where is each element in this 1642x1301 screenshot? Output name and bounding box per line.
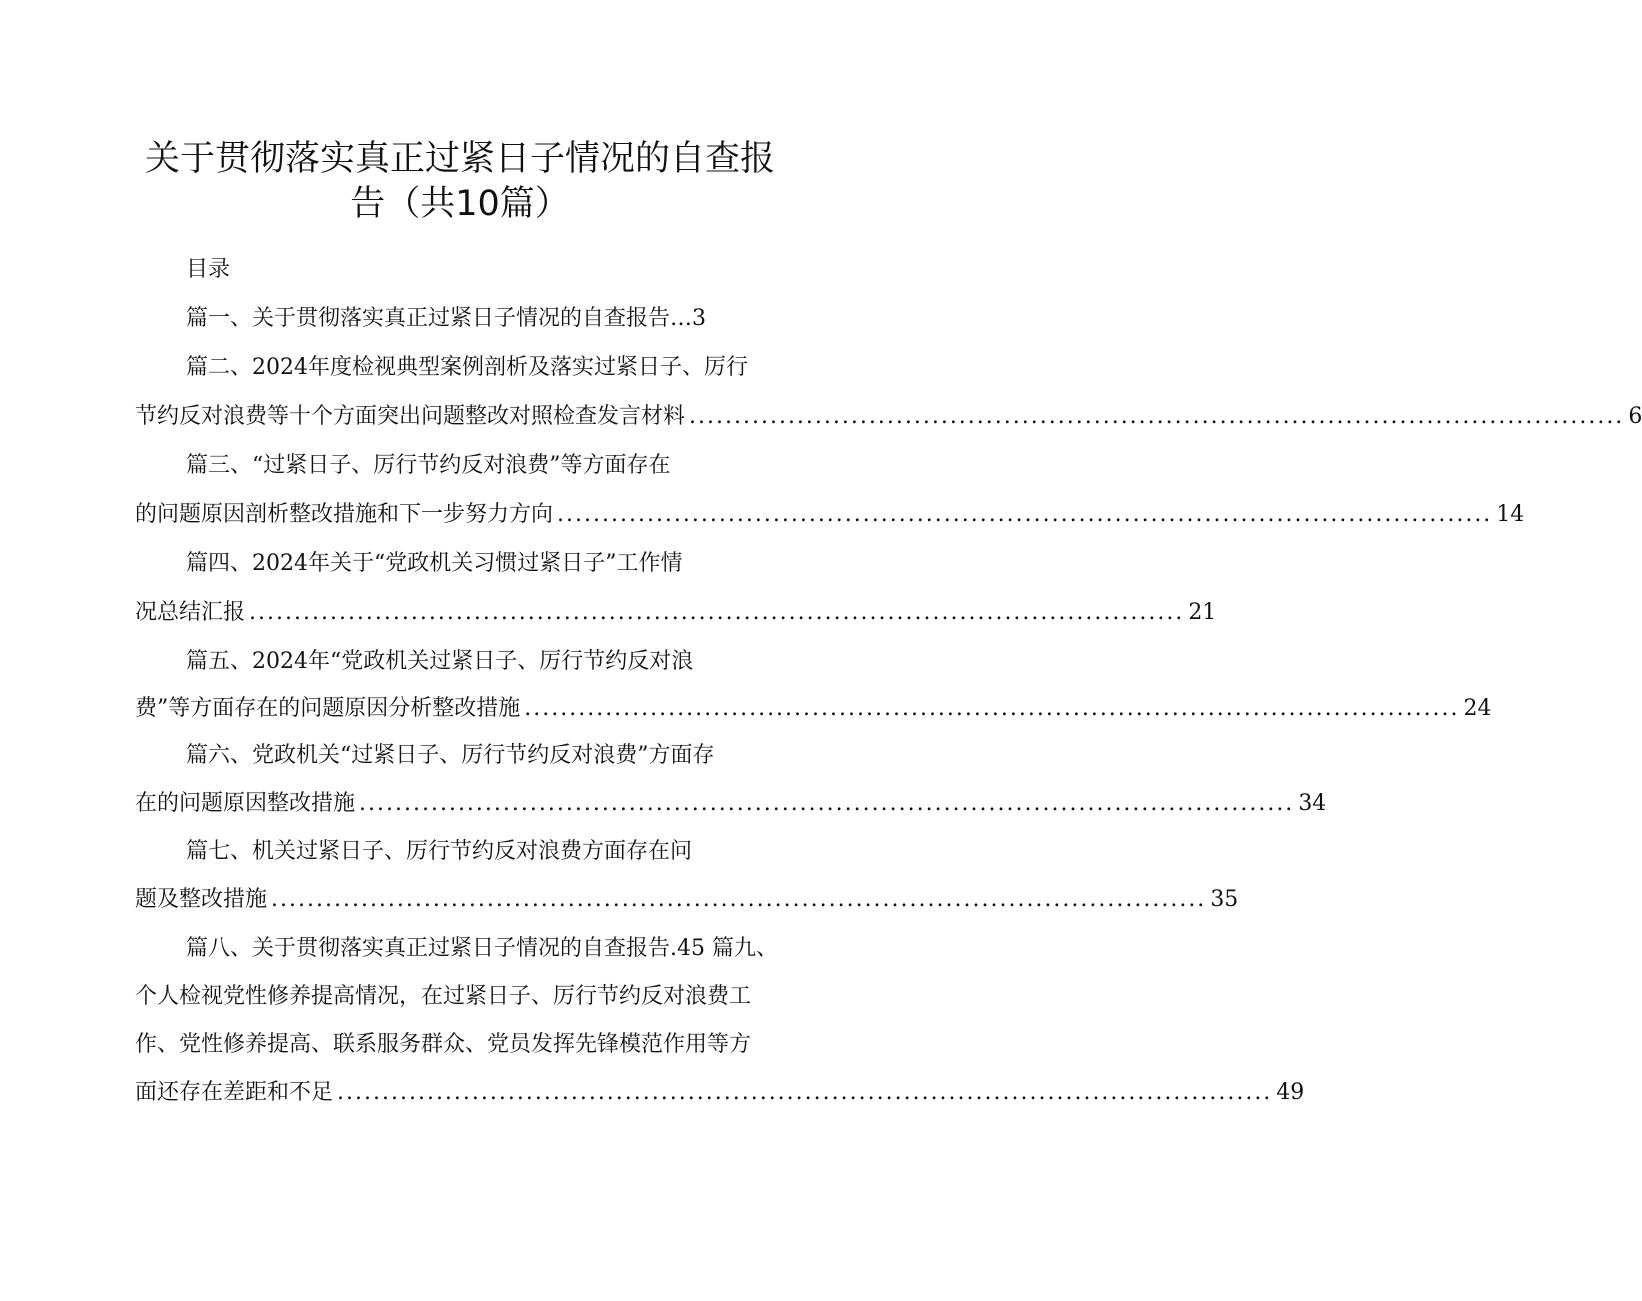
toc-entry-6-text: 在的问题原因整改措施 [135, 791, 356, 816]
toc-entry-2-line-2 [135, 402, 1642, 432]
toc-entry-7-line-2 [135, 885, 1239, 915]
toc-entry-5-text: 费”等方面存在的问题原因分析整改措施 [135, 696, 521, 721]
toc-leader-dots: ........................................................................................................ [689, 404, 1625, 429]
toc-leader-dots: ........................................................................................................ [557, 502, 1493, 527]
toc-entry-6-line-1: 篇六、党政机关“过紧日子、厉行节约反对浪费”方面存 [186, 743, 715, 768]
toc-entry-8-line-3: 作、党性修养提高、联系服务群众、党员发挥先锋模范作用等方 [135, 1032, 752, 1057]
toc-entry-3-text: 的问题原因剖析整改措施和下一步努力方向 [135, 502, 554, 527]
toc-entry-4-text: 况总结汇报 [135, 600, 246, 625]
toc-entry-8-line-2: 个人检视党性修养提高情况，在过紧日子、厉行节约反对浪费工 [135, 984, 752, 1009]
toc-entry-4-line-1: 篇四、2024年关于“党政机关习惯过紧日子”工作情 [186, 551, 683, 576]
toc-entry-8-line-1: 篇八、关于贯彻落实真正过紧日子情况的自查报告.45 篇九、 [186, 936, 778, 961]
toc-entry-7-text: 题及整改措施 [135, 887, 268, 912]
toc-leader-dots: ........................................................................................................ [337, 1080, 1273, 1105]
toc-entry-4-page: 21 [1188, 600, 1217, 625]
document-title-line-2: 告（共10篇） [350, 184, 570, 224]
toc-entry-7-page: 35 [1210, 887, 1239, 912]
toc-entry-1: 篇一、关于贯彻落实真正过紧日子情况的自查报告…3 [186, 306, 706, 331]
toc-entry-6-page: 34 [1298, 791, 1327, 816]
toc-entry-8-page: 49 [1276, 1080, 1305, 1105]
document-title-line-1: 关于贯彻落实真正过紧日子情况的自查报 [144, 139, 775, 179]
toc-entry-7-line-1: 篇七、机关过紧日子、厉行节约反对浪费方面存在问 [186, 839, 693, 864]
toc-leader-dots: ........................................................................................................ [359, 791, 1295, 816]
toc-entry-5-page: 24 [1463, 696, 1492, 721]
toc-heading: 目录 [186, 257, 231, 282]
toc-entry-6-line-2 [135, 789, 1327, 819]
toc-leader-dots: ........................................................................................................ [524, 696, 1460, 721]
toc-entry-8-line-4 [135, 1078, 1305, 1108]
toc-leader-dots: ........................................................................................................ [249, 600, 1185, 625]
toc-entry-2-page: 6 [1628, 404, 1642, 429]
toc-entry-8-text: 面还存在差距和不足 [135, 1080, 334, 1105]
toc-entry-3-page: 14 [1496, 502, 1525, 527]
toc-leader-dots: ........................................................................................................ [271, 887, 1207, 912]
toc-entry-3-line-1: 篇三、“过紧日子、厉行节约反对浪费”等方面存在 [186, 453, 671, 478]
toc-entry-3-line-2 [135, 500, 1525, 530]
toc-entry-4-line-2 [135, 598, 1217, 628]
toc-entry-5-line-2 [135, 694, 1492, 724]
toc-entry-2-text: 节约反对浪费等十个方面突出问题整改对照检查发言材料 [135, 404, 686, 429]
toc-entry-5-line-1: 篇五、2024年“党政机关过紧日子、厉行节约反对浪 [186, 649, 694, 674]
toc-entry-2-line-1: 篇二、2024年度检视典型案例剖析及落实过紧日子、厉行 [186, 355, 748, 380]
